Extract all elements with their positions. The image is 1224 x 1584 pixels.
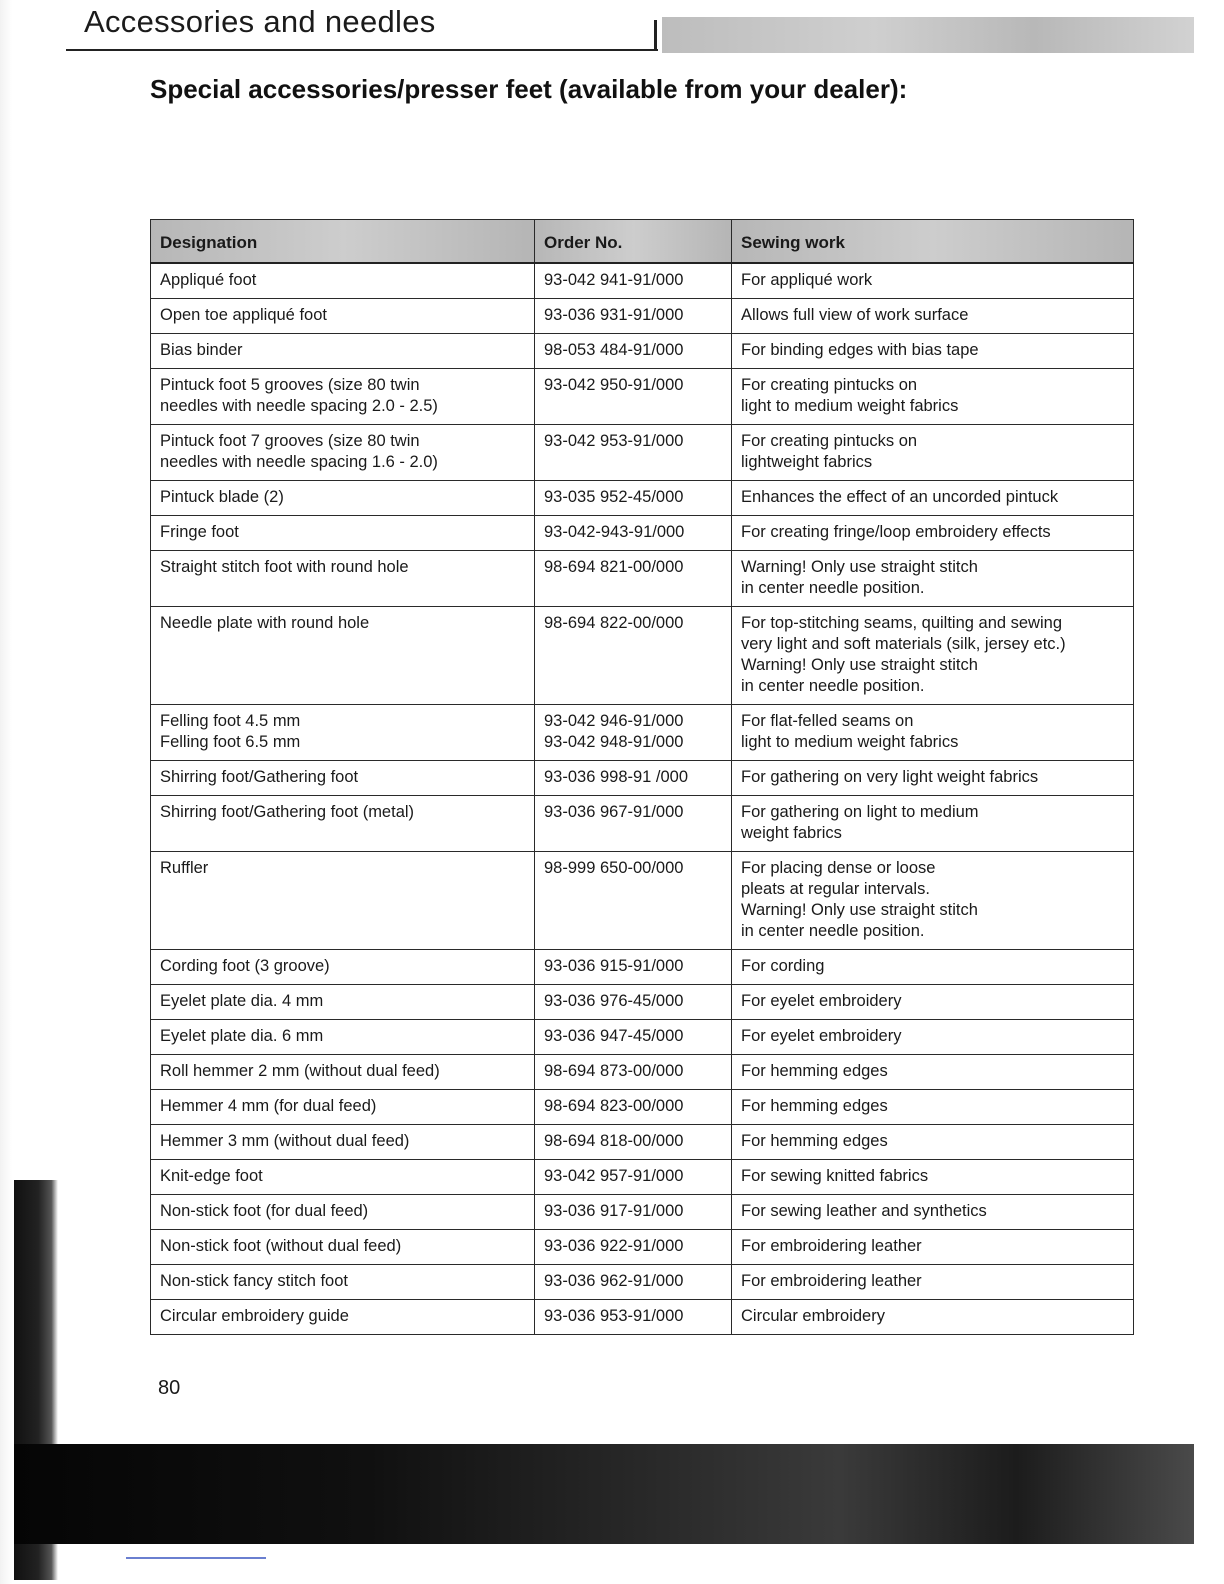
table-row bbox=[151, 481, 1134, 516]
cell-order-no: 98-694 873-00/000 bbox=[535, 1055, 732, 1090]
cell-designation: Non-stick foot (for dual feed) bbox=[151, 1195, 535, 1230]
cell-sewing-work: Allows full view of work surface bbox=[732, 299, 1134, 334]
column-header-sewing-work: Sewing work bbox=[732, 220, 1134, 264]
page-header-title: Accessories and needles bbox=[84, 4, 436, 39]
cell-order-no: 98-694 822-00/000 bbox=[535, 607, 732, 705]
cell-order-no: 98-694 821-00/000 bbox=[535, 551, 732, 607]
page-number: 80 bbox=[158, 1377, 181, 1399]
cell-designation: Bias binder bbox=[151, 334, 535, 369]
cell-order-no: 93-036 915-91/000 bbox=[535, 950, 732, 985]
cell-order-no: 98-999 650-00/000 bbox=[535, 852, 732, 950]
header-gray-band bbox=[662, 17, 1194, 53]
table-row bbox=[151, 852, 1134, 950]
cell-sewing-work: For embroidering leather bbox=[732, 1230, 1134, 1265]
cell-sewing-work: For sewing knitted fabrics bbox=[732, 1160, 1134, 1195]
table-row bbox=[151, 369, 1134, 425]
table-row bbox=[151, 516, 1134, 551]
bottom-underline bbox=[126, 1557, 266, 1559]
table-row bbox=[151, 1125, 1134, 1160]
cell-sewing-work: For eyelet embroidery bbox=[732, 985, 1134, 1020]
cell-designation: Circular embroidery guide bbox=[151, 1300, 535, 1335]
cell-sewing-work: For hemming edges bbox=[732, 1090, 1134, 1125]
cell-order-no: 93-042 957-91/000 bbox=[535, 1160, 732, 1195]
cell-order-no: 93-036 917-91/000 bbox=[535, 1195, 732, 1230]
cell-designation: Eyelet plate dia. 6 mm bbox=[151, 1020, 535, 1055]
table-row bbox=[151, 1230, 1134, 1265]
cell-order-no: 93-036 947-45/000 bbox=[535, 1020, 732, 1055]
cell-sewing-work: For placing dense or loose pleats at regular intervals. Warning! Only use straight stitch in center needle position. bbox=[732, 852, 1134, 950]
column-header-order-no: Order No. bbox=[535, 220, 732, 264]
table-row bbox=[151, 425, 1134, 481]
cell-order-no: 98-694 818-00/000 bbox=[535, 1125, 732, 1160]
cell-sewing-work: Circular embroidery bbox=[732, 1300, 1134, 1335]
cell-sewing-work: For embroidering leather bbox=[732, 1265, 1134, 1300]
cell-order-no: 93-036 998-91 /000 bbox=[535, 761, 732, 796]
cell-designation: Non-stick foot (without dual feed) bbox=[151, 1230, 535, 1265]
cell-designation: Open toe appliqué foot bbox=[151, 299, 535, 334]
scan-bottom-band bbox=[14, 1444, 1194, 1544]
cell-sewing-work: For creating pintucks on light to medium weight fabrics bbox=[732, 369, 1134, 425]
cell-order-no: 93-036 953-91/000 bbox=[535, 1300, 732, 1335]
accessories-table bbox=[150, 219, 1134, 1335]
cell-designation: Non-stick fancy stitch foot bbox=[151, 1265, 535, 1300]
table-row bbox=[151, 705, 1134, 761]
cell-order-no: 93-036 976-45/000 bbox=[535, 985, 732, 1020]
cell-order-no: 93-036 967-91/000 bbox=[535, 796, 732, 852]
cell-designation: Shirring foot/Gathering foot (metal) bbox=[151, 796, 535, 852]
table-row bbox=[151, 950, 1134, 985]
table-row bbox=[151, 551, 1134, 607]
cell-designation: Appliqué foot bbox=[151, 263, 535, 299]
header-rule-tick bbox=[654, 20, 657, 51]
cell-designation: Cording foot (3 groove) bbox=[151, 950, 535, 985]
cell-sewing-work: For hemming edges bbox=[732, 1125, 1134, 1160]
cell-order-no: 93-042 950-91/000 bbox=[535, 369, 732, 425]
cell-designation: Roll hemmer 2 mm (without dual feed) bbox=[151, 1055, 535, 1090]
cell-sewing-work: For gathering on very light weight fabrics bbox=[732, 761, 1134, 796]
cell-order-no: 93-042 941-91/000 bbox=[535, 263, 732, 299]
cell-designation: Shirring foot/Gathering foot bbox=[151, 761, 535, 796]
cell-order-no: 93-036 962-91/000 bbox=[535, 1265, 732, 1300]
table-row bbox=[151, 985, 1134, 1020]
table-row bbox=[151, 761, 1134, 796]
header-rule bbox=[66, 49, 658, 51]
table-row bbox=[151, 796, 1134, 852]
section-title: Special accessories/presser feet (available from your dealer): bbox=[150, 74, 908, 104]
table-header-row bbox=[151, 220, 1134, 264]
cell-designation: Eyelet plate dia. 4 mm bbox=[151, 985, 535, 1020]
table-row bbox=[151, 1160, 1134, 1195]
column-header-designation: Designation bbox=[151, 220, 535, 264]
cell-designation: Knit-edge foot bbox=[151, 1160, 535, 1195]
cell-order-no: 98-694 823-00/000 bbox=[535, 1090, 732, 1125]
cell-sewing-work: For top-stitching seams, quilting and sewing very light and soft materials (silk, jersey etc.) Warning! Only use straight stitch in center needle position. bbox=[732, 607, 1134, 705]
table-row bbox=[151, 1195, 1134, 1230]
cell-designation: Straight stitch foot with round hole bbox=[151, 551, 535, 607]
cell-designation: Pintuck blade (2) bbox=[151, 481, 535, 516]
scan-left-edge bbox=[0, 0, 12, 1584]
cell-designation: Needle plate with round hole bbox=[151, 607, 535, 705]
table-row bbox=[151, 1265, 1134, 1300]
cell-sewing-work: For cording bbox=[732, 950, 1134, 985]
cell-order-no: 93-035 952-45/000 bbox=[535, 481, 732, 516]
table-row bbox=[151, 1090, 1134, 1125]
table-body bbox=[151, 263, 1134, 1335]
cell-order-no: 93-042 946-91/000 93-042 948-91/000 bbox=[535, 705, 732, 761]
cell-designation: Hemmer 4 mm (for dual feed) bbox=[151, 1090, 535, 1125]
cell-order-no: 93-042 953-91/000 bbox=[535, 425, 732, 481]
cell-sewing-work: For binding edges with bias tape bbox=[732, 334, 1134, 369]
cell-sewing-work: Enhances the effect of an uncorded pintuck bbox=[732, 481, 1134, 516]
cell-sewing-work: For flat-felled seams on light to medium weight fabrics bbox=[732, 705, 1134, 761]
cell-order-no: 93-036 922-91/000 bbox=[535, 1230, 732, 1265]
table-row bbox=[151, 299, 1134, 334]
table-row bbox=[151, 263, 1134, 299]
cell-designation: Pintuck foot 5 grooves (size 80 twin needles with needle spacing 2.0 - 2.5) bbox=[151, 369, 535, 425]
cell-order-no: 98-053 484-91/000 bbox=[535, 334, 732, 369]
cell-sewing-work: For gathering on light to medium weight fabrics bbox=[732, 796, 1134, 852]
table-row bbox=[151, 1020, 1134, 1055]
cell-sewing-work: For sewing leather and synthetics bbox=[732, 1195, 1134, 1230]
cell-designation: Fringe foot bbox=[151, 516, 535, 551]
table-row bbox=[151, 607, 1134, 705]
cell-designation: Felling foot 4.5 mm Felling foot 6.5 mm bbox=[151, 705, 535, 761]
cell-designation: Ruffler bbox=[151, 852, 535, 950]
cell-designation: Pintuck foot 7 grooves (size 80 twin needles with needle spacing 1.6 - 2.0) bbox=[151, 425, 535, 481]
cell-designation: Hemmer 3 mm (without dual feed) bbox=[151, 1125, 535, 1160]
cell-sewing-work: For hemming edges bbox=[732, 1055, 1134, 1090]
cell-sewing-work: For eyelet embroidery bbox=[732, 1020, 1134, 1055]
cell-sewing-work: For appliqué work bbox=[732, 263, 1134, 299]
table-row bbox=[151, 1300, 1134, 1335]
cell-order-no: 93-036 931-91/000 bbox=[535, 299, 732, 334]
cell-sewing-work: For creating fringe/loop embroidery effects bbox=[732, 516, 1134, 551]
table-row bbox=[151, 334, 1134, 369]
cell-sewing-work: For creating pintucks on lightweight fabrics bbox=[732, 425, 1134, 481]
cell-sewing-work: Warning! Only use straight stitch in center needle position. bbox=[732, 551, 1134, 607]
cell-order-no: 93-042-943-91/000 bbox=[535, 516, 732, 551]
table-row bbox=[151, 1055, 1134, 1090]
